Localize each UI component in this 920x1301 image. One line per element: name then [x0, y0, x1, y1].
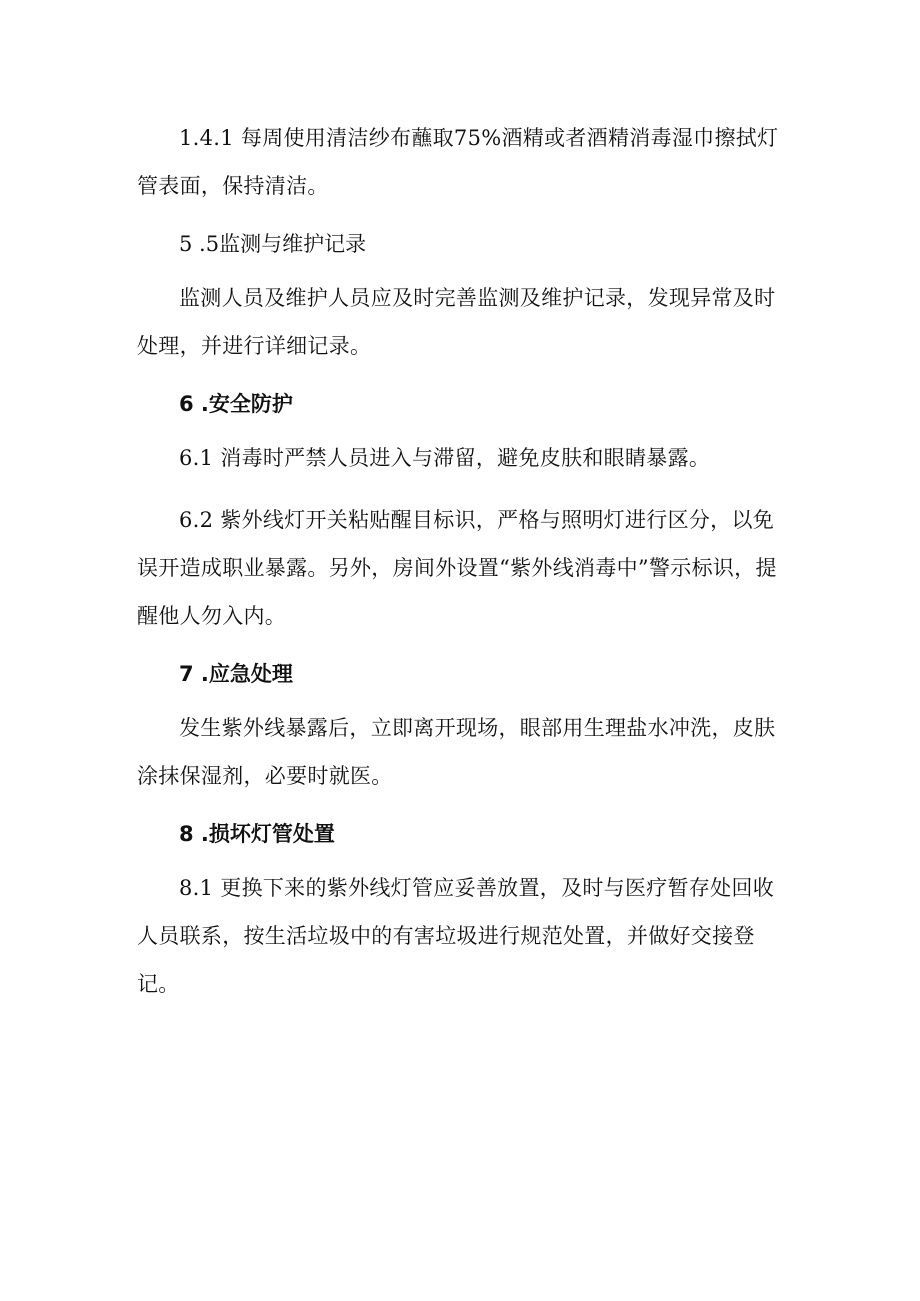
paragraph-1-4-1: 1.4.1 每周使用清洁纱布蘸取75%酒精或者酒精消毒湿巾擦拭灯管表面，保持清洁。: [137, 126, 779, 198]
paragraph-8-1: 8.1 更换下来的紫外线灯管应妥善放置，及时与医疗暂存处回收人员联系，按生活垃圾中的有害垃圾进行规范处置，并做好交接登记。: [137, 876, 775, 996]
paragraph-emergency: 发生紫外线暴露后，立即离开现场，眼部用生理盐水冲洗，皮肤涂抹保湿剂，必要时就医。: [137, 716, 776, 788]
section-heading-5-5: 5 .5监测与维护记录: [179, 232, 367, 256]
paragraph-monitoring-records: 监测人员及维护人员应及时完善监测及维护记录，发现异常及时处理，并进行详细记录。: [137, 286, 776, 358]
paragraph-6-1: 6.1 消毒时严禁人员进入与滞留，避免皮肤和眼睛暴露。: [179, 446, 711, 470]
section-heading-8: 8 .损坏灯管处置: [179, 822, 335, 846]
paragraph-6-2: 6.2 紫外线灯开关粘贴醒目标识，严格与照明灯进行区分，以免误开造成职业暴露。另外，房间外设置“紫外线消毒中”警示标识，提醒他人勿入内。: [137, 508, 777, 628]
section-heading-7: 7 .应急处理: [179, 662, 293, 686]
document-body: [137, 114, 793, 1022]
section-heading-6: 6 .安全防护: [179, 392, 293, 416]
